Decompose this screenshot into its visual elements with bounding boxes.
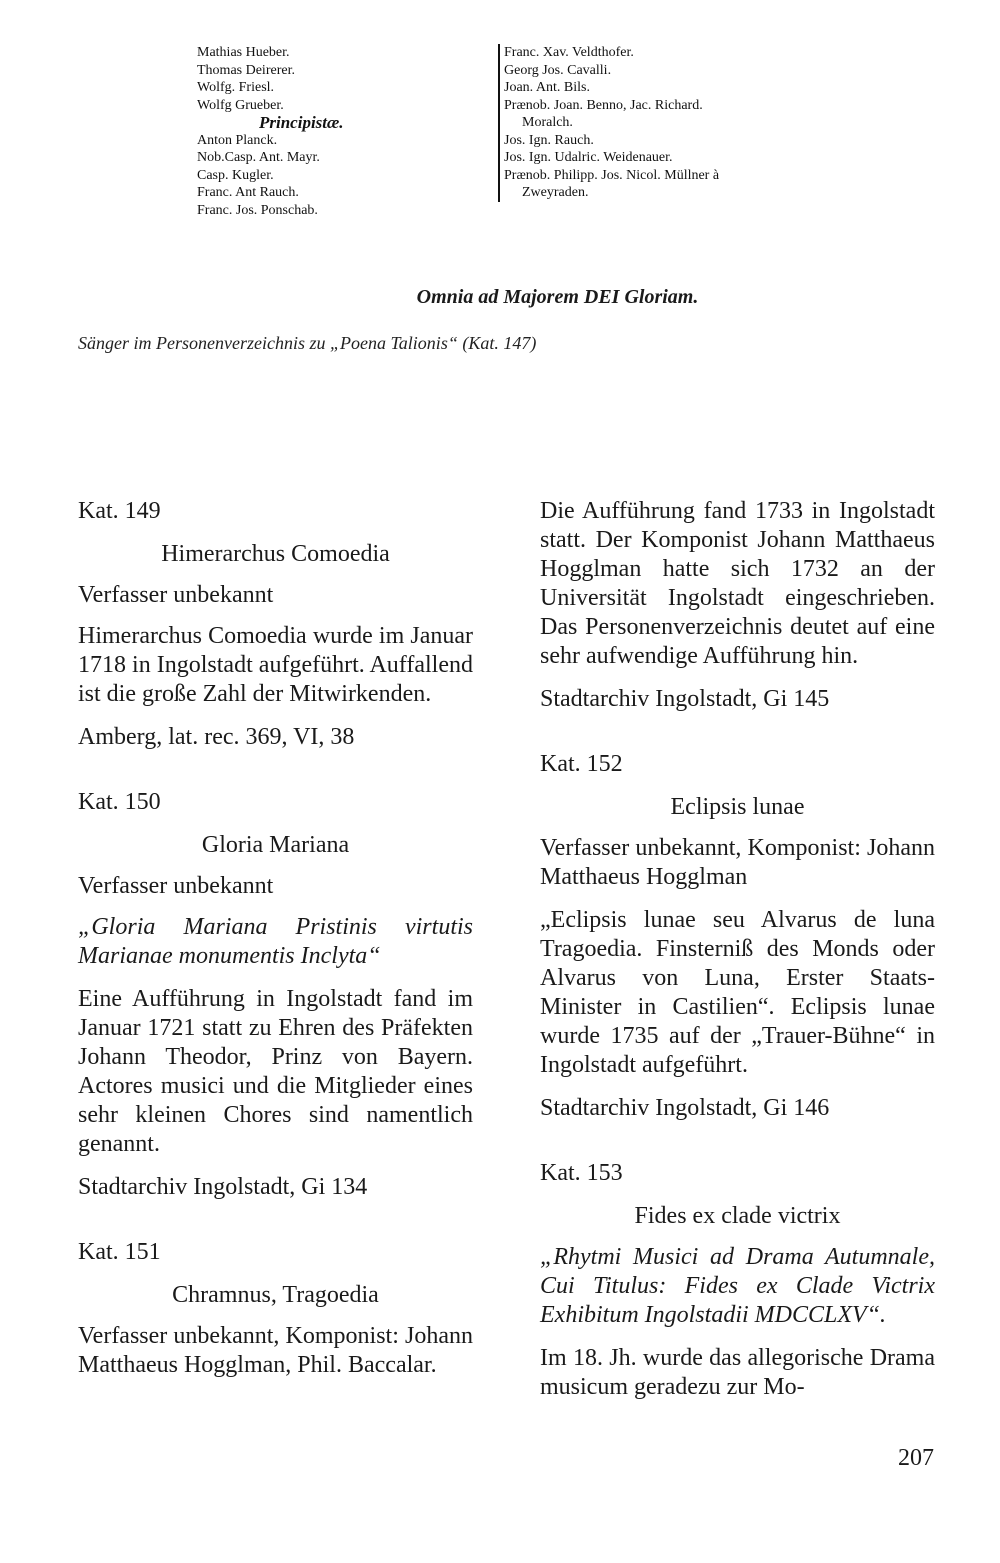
cast-name: Zweyraden.: [522, 185, 589, 200]
cast-name: Jos. Ign. Rauch.: [504, 132, 594, 148]
entry-quote: „Rhytmi Musici ad Drama Autumnale, Cui Titulus: Fides ex Clade Victrix Exhibitum Ingolstadii MDCCLXV“.: [540, 1244, 935, 1328]
catalog-number: Kat. 149: [78, 498, 161, 524]
cast-name: Nob.Casp. Ant. Mayr.: [197, 150, 320, 165]
catalog-number: Kat. 150: [78, 789, 161, 815]
entry-title: Chramnus, Tragoedia: [172, 1282, 379, 1308]
entry-title: Fides ex clade victrix: [634, 1203, 841, 1229]
entry-source: Stadtarchiv Ingolstadt, Gi 134: [78, 1174, 368, 1200]
cast-name: Anton Planck.: [197, 132, 278, 148]
catalog-number: Kat. 153: [540, 1160, 623, 1186]
entry-source: Amberg, lat. rec. 369, VI, 38: [78, 724, 355, 750]
cast-name: Prænob. Philipp. Jos. Nicol. Müllner à: [504, 167, 720, 183]
cast-name: Prænob. Joan. Benno, Jac. Richard.: [504, 97, 703, 113]
entry-text: Eine Aufführung in Ingolstadt fand im Januar 1721 statt zu Ehren des Präfekten Johann Theodor, Prinz von Bayern. Actores musici und die Mitglieder eines sehr kleinen Chores sind namentlich genannt.: [78, 986, 473, 1157]
entry-author: Verfasser unbekannt, Komponist: Johann Matthaeus Hogglman: [540, 835, 935, 890]
entry-title: Gloria Mariana: [201, 832, 350, 858]
page-number: 207: [898, 1445, 934, 1471]
entry-author: Verfasser unbekannt: [78, 582, 274, 608]
figure-caption: Sänger im Personenverzeichnis zu „Poena Talionis“ (Kat. 147): [78, 333, 537, 353]
cast-name: Casp. Kugler.: [197, 167, 274, 183]
cast-name: Wolfg Grueber.: [197, 97, 284, 113]
entry-title: Eclipsis lunae: [670, 794, 805, 820]
right-column: [540, 497, 935, 1416]
entry-source: Stadtarchiv Ingolstadt, Gi 145: [540, 686, 830, 712]
left-column: [78, 497, 473, 1394]
entry-text: Die Aufführung fand 1733 in Ingolstadt statt. Der Komponist Johann Matthaeus Hogglman hatte sich 1732 an der Universität Ingolstadt eingeschrieben. Das Personenverzeichnis deutet auf eine sehr aufwendige Aufführung hin.: [540, 498, 935, 669]
cast-name: Wolfg. Friesl.: [197, 80, 275, 95]
catalog-number: Kat. 152: [540, 751, 623, 777]
entry-quote: „Gloria Mariana Pristinis virtutis Marianae monumentis Inclyta“: [78, 914, 473, 969]
cast-name: Franc. Ant Rauch.: [197, 185, 299, 200]
cast-name: Joan. Ant. Bils.: [504, 80, 590, 95]
cast-name: Moralch.: [522, 115, 573, 130]
cast-name: Franc. Xav. Veldthofer.: [504, 45, 634, 60]
catalog-number: Kat. 151: [78, 1239, 161, 1265]
cast-name: Jos. Ign. Udalric. Weidenauer.: [504, 150, 673, 165]
cast-list-right: [498, 44, 719, 202]
entry-author: Verfasser unbekannt: [78, 873, 274, 899]
motto: Omnia ad Majorem DEI Gloriam.: [416, 286, 699, 308]
entry-text: Himerarchus Comoedia wurde im Januar 1718 in Ingolstadt aufgeführt. Auffallend ist die große Zahl der Mitwirkenden.: [78, 623, 473, 707]
entry-source: Stadtarchiv Ingolstadt, Gi 146: [540, 1095, 830, 1121]
cast-name: Franc. Jos. Ponschab.: [197, 202, 318, 218]
cast-list-left: [197, 44, 344, 219]
entry-text: Im 18. Jh. wurde das allegorische Drama musicum geradezu zur Mo-: [540, 1345, 935, 1400]
cast-name: Mathias Hueber.: [197, 45, 290, 60]
entry-title: Himerarchus Comoedia: [161, 541, 390, 567]
cast-name: Thomas Deirerer.: [197, 62, 295, 78]
cast-name: Georg Jos. Cavalli.: [504, 62, 612, 78]
entry-text: „Eclipsis lunae seu Alvarus de luna Tragoedia. Finsterniß des Monds oder Alvarus von Luna, Erster Staats-Minister in Castilien“. Eclipsis lunae wurde 1735 auf der „Trauer-Bühne“ in Ingolstadt aufgeführt.: [540, 907, 935, 1078]
entry-author: Verfasser unbekannt, Komponist: Johann Matthaeus Hogglman, Phil. Baccalar.: [78, 1323, 473, 1378]
principistae-heading: Principistæ.: [259, 113, 344, 132]
